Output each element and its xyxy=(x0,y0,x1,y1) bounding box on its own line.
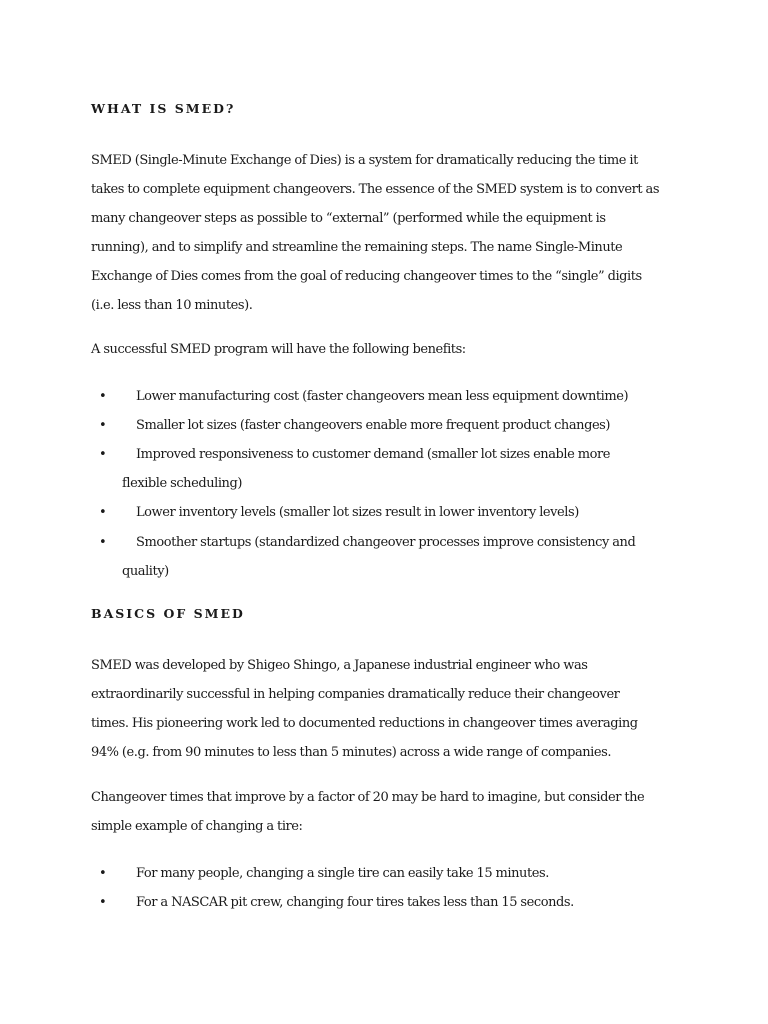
section-heading-basics-of-smed: BASICS OF SMED xyxy=(91,606,245,621)
bullet-dot: • xyxy=(99,447,107,462)
bullet-dot: • xyxy=(99,505,107,520)
bullet-dot: • xyxy=(99,866,107,881)
bullet-item-continuation: flexible scheduling) xyxy=(122,476,242,491)
paragraph-line: SMED (Single-Minute Exchange of Dies) is a system for dramatically reducing the time it xyxy=(91,153,638,168)
paragraph-line: simple example of changing a tire: xyxy=(91,819,303,834)
bullet-dot: • xyxy=(99,535,107,550)
paragraph-line: times. His pioneering work led to documented reductions in changeover times averaging xyxy=(91,716,638,731)
paragraph-line: takes to complete equipment changeovers. The essence of the SMED system is to convert as xyxy=(91,182,660,197)
bullet-item: For many people, changing a single tire can easily take 15 minutes. xyxy=(136,866,549,881)
bullet-dot: • xyxy=(99,389,107,404)
bullet-dot: • xyxy=(99,418,107,433)
bullet-item: Lower inventory levels (smaller lot sizes result in lower inventory levels) xyxy=(136,505,579,520)
paragraph-line: SMED was developed by Shigeo Shingo, a Japanese industrial engineer who was xyxy=(91,658,588,673)
bullet-item-continuation: quality) xyxy=(122,564,169,579)
bullet-item: Smoother startups (standardized changeover processes improve consistency and xyxy=(136,535,636,550)
section-heading-what-is-smed: WHAT IS SMED? xyxy=(91,101,236,116)
bullet-item: For a NASCAR pit crew, changing four tires takes less than 15 seconds. xyxy=(136,895,574,910)
paragraph-line: 94% (e.g. from 90 minutes to less than 5 minutes) across a wide range of companies. xyxy=(91,745,612,760)
paragraph-line: running), and to simplify and streamline the remaining steps. The name Single-Minute xyxy=(91,240,623,255)
bullet-item: Smaller lot sizes (faster changeovers enable more frequent product changes) xyxy=(136,418,611,433)
paragraph-line: Exchange of Dies comes from the goal of reducing changeover times to the “single” digits xyxy=(91,269,642,284)
bullet-dot: • xyxy=(99,895,107,910)
paragraph-line: (i.e. less than 10 minutes). xyxy=(91,298,253,313)
paragraph-line: Changeover times that improve by a factor of 20 may be hard to imagine, but consider the xyxy=(91,790,645,805)
bullet-item: Lower manufacturing cost (faster changeovers mean less equipment downtime) xyxy=(136,389,629,404)
paragraph-line: many changeover steps as possible to “external” (performed while the equipment is xyxy=(91,211,606,226)
paragraph-lead: A successful SMED program will have the following benefits: xyxy=(91,342,466,357)
bullet-item: Improved responsiveness to customer demand (smaller lot sizes enable more xyxy=(136,447,610,462)
paragraph-line: extraordinarily successful in helping companies dramatically reduce their changeover xyxy=(91,687,620,702)
